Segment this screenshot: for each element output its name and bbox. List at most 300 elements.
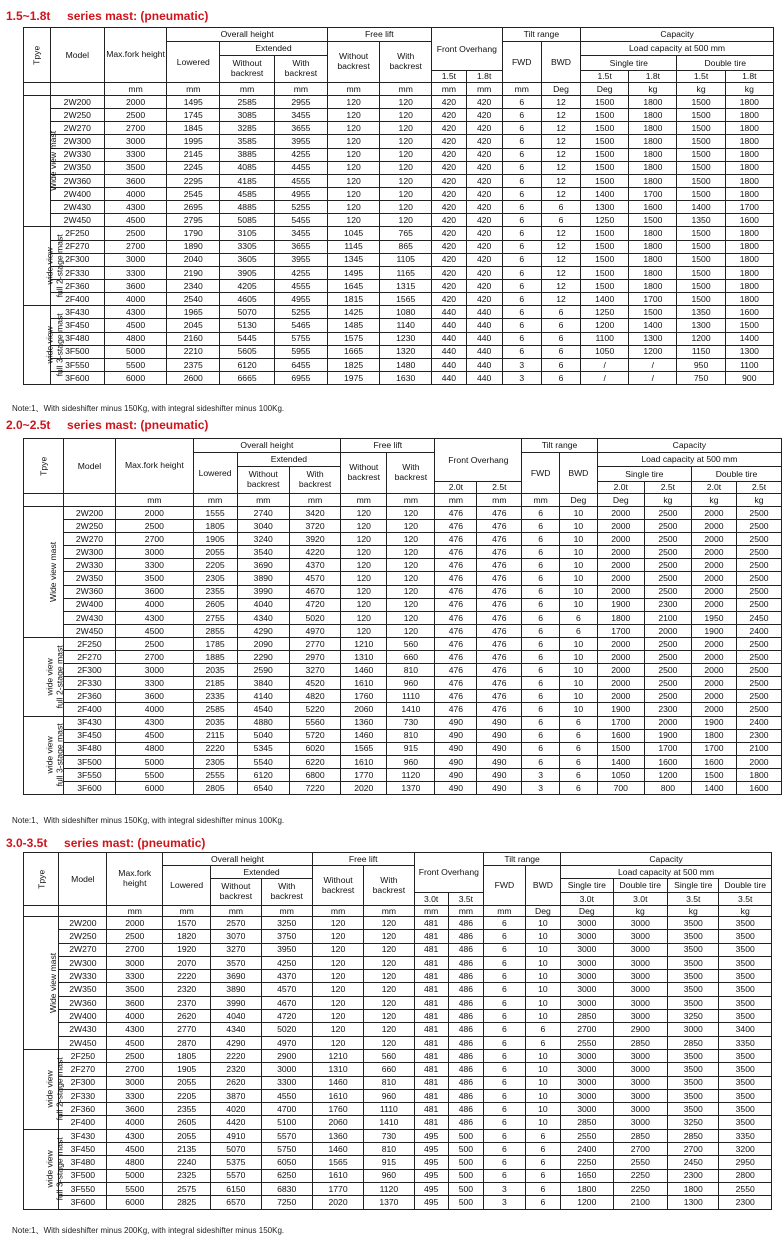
value-cell: 2300	[644, 598, 691, 611]
value-cell: 1570	[163, 917, 211, 930]
tire-type-header: Single tire	[561, 879, 613, 893]
value-cell: 3500	[668, 983, 719, 996]
mast-type-label: wide view full 3-stage mast	[44, 313, 65, 377]
value-cell: 1800	[725, 279, 773, 292]
value-cell: 1700	[597, 716, 644, 729]
value-cell: 1050	[597, 768, 644, 781]
value-cell: 2970	[289, 651, 340, 664]
value-cell: 3600	[104, 279, 167, 292]
value-cell: 2300	[736, 729, 781, 742]
value-cell: 6	[522, 664, 560, 677]
value-cell: 700	[597, 781, 644, 794]
value-cell: 1800	[725, 174, 773, 187]
mast-type-cell	[24, 227, 65, 306]
value-cell: 1460	[341, 664, 387, 677]
value-cell: 3600	[116, 585, 193, 598]
value-cell: 120	[387, 507, 435, 520]
value-cell: 5540	[237, 755, 289, 768]
type-header-text: Tpye	[35, 869, 46, 889]
spec-table	[23, 852, 772, 1210]
value-cell: 2000	[691, 664, 736, 677]
value-cell: 1700	[644, 742, 691, 755]
unit-cell: mm	[466, 83, 502, 96]
model-cell: 3F450	[50, 319, 104, 332]
value-cell: 486	[448, 996, 483, 1009]
value-cell: 10	[560, 651, 598, 664]
table-row	[24, 122, 774, 135]
value-cell: 440	[466, 332, 502, 345]
value-cell: 5570	[261, 1129, 312, 1142]
model-header: Model	[59, 853, 107, 906]
value-cell: 6	[522, 598, 560, 611]
table-row	[24, 716, 782, 729]
value-cell: 2500	[116, 520, 193, 533]
value-cell: 1410	[364, 1116, 414, 1129]
capacity-header: Capacity	[597, 439, 781, 453]
value-cell: 4300	[104, 201, 167, 214]
value-cell: 2620	[211, 1076, 261, 1089]
value-cell: 2000	[691, 637, 736, 650]
unit-cell: mm	[448, 906, 483, 917]
value-cell: 6	[484, 1169, 526, 1182]
table-row	[24, 729, 782, 742]
model-cell: 2F250	[59, 1049, 107, 1062]
value-cell: 120	[312, 996, 363, 1009]
value-cell: 1460	[312, 1076, 363, 1089]
value-cell: 2375	[167, 358, 220, 371]
table-row	[24, 637, 782, 650]
model-cell: 2F330	[50, 266, 104, 279]
lowered-header: Lowered	[167, 42, 220, 83]
table-row	[24, 742, 782, 755]
capacity-load-header: 1.8t	[629, 71, 677, 83]
value-cell: 1800	[725, 135, 773, 148]
value-cell: 5000	[116, 755, 193, 768]
value-cell: 6	[502, 345, 541, 358]
value-cell: 1080	[380, 306, 432, 319]
section-title: 1.5~1.8t series mast: (pneumatic)	[6, 9, 209, 23]
value-cell: 2585	[193, 703, 237, 716]
bwd-header: BWD	[525, 866, 560, 906]
value-cell: 1105	[380, 253, 432, 266]
value-cell: 1310	[341, 651, 387, 664]
value-cell: 1400	[581, 187, 629, 200]
value-cell: 3300	[116, 559, 193, 572]
value-cell: 2000	[597, 520, 644, 533]
value-cell: 1700	[725, 201, 773, 214]
value-cell: 1800	[725, 187, 773, 200]
value-cell: 1600	[725, 214, 773, 227]
value-cell: 1500	[581, 148, 629, 161]
value-cell: 6	[484, 1116, 526, 1129]
value-cell: 2500	[736, 690, 781, 703]
value-cell: 2770	[163, 1023, 211, 1036]
value-cell: 481	[414, 983, 448, 996]
value-cell: 476	[435, 572, 477, 585]
model-cell: 2W350	[50, 161, 104, 174]
value-cell: 120	[387, 520, 435, 533]
value-cell: 1805	[193, 520, 237, 533]
value-cell: 1300	[668, 1196, 719, 1209]
value-cell: 5345	[237, 742, 289, 755]
value-cell: 1700	[629, 293, 677, 306]
max-fork-height-header: Max.fork height	[116, 439, 193, 494]
value-cell: 3500	[719, 983, 772, 996]
value-cell: 481	[414, 1089, 448, 1102]
value-cell: 6	[522, 690, 560, 703]
unit-cell: kg	[691, 494, 736, 507]
value-cell: 1800	[725, 148, 773, 161]
mast-type-cell	[24, 1129, 65, 1209]
value-cell: 2540	[167, 293, 220, 306]
value-cell: 1500	[581, 227, 629, 240]
value-cell: 5255	[275, 306, 328, 319]
value-cell: 10	[560, 533, 598, 546]
unit-cell-blank	[50, 83, 104, 96]
value-cell: 1800	[561, 1182, 613, 1195]
value-cell: 5375	[211, 1156, 261, 1169]
value-cell: 3600	[107, 1103, 163, 1116]
model-cell: 2W270	[63, 533, 115, 546]
value-cell: 481	[414, 1010, 448, 1023]
value-cell: 1500	[677, 161, 725, 174]
value-cell: 490	[477, 781, 522, 794]
value-cell: 960	[364, 1169, 414, 1182]
value-cell: 2500	[116, 637, 193, 650]
value-cell: 1800	[629, 174, 677, 187]
table-row	[24, 781, 782, 794]
unit-cell: mm	[327, 83, 380, 96]
table-row	[24, 930, 772, 943]
table-row	[24, 970, 772, 983]
value-cell: 3000	[561, 1076, 613, 1089]
value-cell: 120	[341, 559, 387, 572]
table-row	[24, 755, 782, 768]
value-cell: 6955	[275, 371, 328, 384]
value-cell: 6	[484, 1156, 526, 1169]
value-cell: 120	[380, 214, 432, 227]
value-cell: 500	[448, 1182, 483, 1195]
value-cell: 1500	[581, 161, 629, 174]
value-cell: 490	[477, 755, 522, 768]
value-cell: 120	[327, 96, 380, 109]
value-cell: 486	[448, 917, 483, 930]
value-cell: 6	[484, 1076, 526, 1089]
value-cell: 5605	[220, 345, 275, 358]
max-fork-height-header: Max.fork height	[107, 853, 163, 906]
unit-cell: Deg	[561, 906, 613, 917]
value-cell: 2070	[163, 956, 211, 969]
value-cell: 120	[387, 572, 435, 585]
model-cell: 3F450	[63, 729, 115, 742]
value-cell: 2500	[736, 546, 781, 559]
value-cell: 2090	[237, 637, 289, 650]
value-cell: 420	[432, 109, 467, 122]
value-cell: 420	[432, 279, 467, 292]
value-cell: 6	[541, 332, 580, 345]
value-cell: 10	[525, 943, 560, 956]
value-cell: 6	[525, 1196, 560, 1209]
model-cell: 2W200	[63, 507, 115, 520]
value-cell: 6050	[261, 1156, 312, 1169]
value-cell: 476	[435, 598, 477, 611]
value-cell: 6150	[211, 1182, 261, 1195]
value-cell: 3000	[561, 930, 613, 943]
value-cell: 2020	[341, 781, 387, 794]
load-capacity-header: Load capacity at 500 mm	[581, 42, 774, 56]
extended-header: Extended	[211, 866, 313, 879]
value-cell: 1310	[312, 1063, 363, 1076]
value-cell: 476	[477, 690, 522, 703]
value-cell: 120	[341, 598, 387, 611]
value-cell: 4500	[107, 1143, 163, 1156]
type-header	[24, 439, 64, 494]
mast-type-cell	[24, 637, 64, 716]
overall-height-header: Overall height	[193, 439, 341, 453]
value-cell: 4000	[116, 703, 193, 716]
value-cell: 4140	[237, 690, 289, 703]
value-cell: 3085	[220, 109, 275, 122]
value-cell: 2040	[167, 253, 220, 266]
value-cell: 6	[502, 293, 541, 306]
value-cell: 120	[364, 956, 414, 969]
value-cell: 3500	[719, 970, 772, 983]
value-cell: 10	[525, 983, 560, 996]
value-cell: 1815	[327, 293, 380, 306]
value-cell: 2240	[163, 1156, 211, 1169]
value-cell: 486	[448, 983, 483, 996]
free-lift-with-backrest-header: With backrest	[380, 42, 432, 83]
value-cell: 476	[435, 624, 477, 637]
value-cell: 476	[435, 690, 477, 703]
value-cell: 6	[541, 306, 580, 319]
value-cell: 2500	[644, 651, 691, 664]
unit-cell: mm	[289, 494, 340, 507]
value-cell: 486	[448, 1023, 483, 1036]
value-cell: 3500	[719, 930, 772, 943]
value-cell: 6	[522, 507, 560, 520]
value-cell: 2205	[163, 1089, 211, 1102]
value-cell: 6	[560, 716, 598, 729]
value-cell: 2570	[211, 917, 261, 930]
value-cell: 1500	[677, 135, 725, 148]
value-cell: 476	[477, 611, 522, 624]
value-cell: 1210	[312, 1049, 363, 1062]
value-cell: 481	[414, 1023, 448, 1036]
model-cell: 3F600	[50, 371, 104, 384]
value-cell: 1360	[341, 716, 387, 729]
value-cell: 2500	[736, 520, 781, 533]
value-cell: 2190	[167, 266, 220, 279]
value-cell: 3420	[289, 507, 340, 520]
table-row	[24, 690, 782, 703]
value-cell: 420	[466, 227, 502, 240]
value-cell: 2250	[613, 1169, 668, 1182]
value-cell: 420	[466, 187, 502, 200]
value-cell: 2000	[691, 690, 736, 703]
value-cell: 1300	[629, 332, 677, 345]
value-cell: 420	[432, 122, 467, 135]
model-cell: 2W300	[59, 956, 107, 969]
section-title: 3.0-3.5t series mast: (pneumatic)	[6, 836, 206, 850]
value-cell: 3200	[719, 1143, 772, 1156]
table-row	[24, 703, 782, 716]
mast-type-label: wide view full 3-stage mast	[44, 723, 65, 787]
value-cell: 1500	[581, 109, 629, 122]
value-cell: 1110	[387, 690, 435, 703]
value-cell: 120	[387, 546, 435, 559]
value-cell: 1500	[677, 240, 725, 253]
table-row	[24, 148, 774, 161]
value-cell: 1565	[380, 293, 432, 306]
value-cell: 120	[380, 96, 432, 109]
value-cell: 12	[541, 148, 580, 161]
overhang-load-header: 1.5t	[432, 71, 467, 83]
value-cell: 120	[341, 507, 387, 520]
value-cell: 2055	[193, 546, 237, 559]
value-cell: 2245	[167, 161, 220, 174]
value-cell: 4300	[116, 716, 193, 729]
unit-cell: mm	[432, 83, 467, 96]
model-cell: 3F430	[50, 306, 104, 319]
value-cell: 10	[560, 546, 598, 559]
value-cell: 3500	[104, 161, 167, 174]
tire-type-header: Single tire	[668, 879, 719, 893]
extended-with-backrest-header: With backrest	[261, 879, 312, 906]
value-cell: 4455	[275, 161, 328, 174]
value-cell: 6	[502, 227, 541, 240]
value-cell: 1920	[163, 943, 211, 956]
value-cell: 1805	[163, 1049, 211, 1062]
value-cell: 5465	[275, 319, 328, 332]
value-cell: 10	[560, 637, 598, 650]
single-tire-header: Single tire	[581, 56, 677, 71]
value-cell: 5220	[289, 703, 340, 716]
type-header-text: Tpye	[31, 45, 42, 65]
value-cell: 120	[387, 598, 435, 611]
value-cell: 2500	[644, 585, 691, 598]
free-lift-without-backrest-header: Without backrest	[312, 866, 363, 906]
value-cell: 420	[466, 96, 502, 109]
header-row	[24, 83, 774, 96]
value-cell: 765	[380, 227, 432, 240]
value-cell: 490	[477, 716, 522, 729]
unit-cell: mm	[167, 83, 220, 96]
value-cell: 6	[484, 1089, 526, 1102]
value-cell: 1500	[725, 319, 773, 332]
model-cell: 2F360	[63, 690, 115, 703]
value-cell: 6	[522, 716, 560, 729]
value-cell: 3270	[211, 943, 261, 956]
value-cell: 10	[525, 1049, 560, 1062]
value-cell: 2605	[193, 598, 237, 611]
model-cell: 2W330	[50, 148, 104, 161]
unit-cell: mm	[220, 83, 275, 96]
value-cell: 2500	[107, 1049, 163, 1062]
value-cell: 2000	[691, 520, 736, 533]
value-cell: 2955	[275, 96, 328, 109]
value-cell: 4500	[116, 624, 193, 637]
value-cell: 2400	[736, 716, 781, 729]
value-cell: 2700	[107, 943, 163, 956]
value-cell: 3000	[561, 970, 613, 983]
value-cell: 1230	[380, 332, 432, 345]
value-cell: 440	[432, 306, 467, 319]
extended-without-backrest-header: Without backrest	[220, 56, 275, 83]
value-cell: /	[581, 358, 629, 371]
value-cell: 476	[477, 520, 522, 533]
value-cell: 486	[448, 1089, 483, 1102]
value-cell: 1500	[677, 293, 725, 306]
value-cell: 1410	[387, 703, 435, 716]
value-cell: 3500	[719, 1063, 772, 1076]
value-cell: 2500	[736, 598, 781, 611]
value-cell: 4000	[107, 1010, 163, 1023]
value-cell: 2500	[736, 559, 781, 572]
value-cell: 1800	[597, 611, 644, 624]
table-row	[24, 358, 774, 371]
value-cell: 6	[484, 983, 526, 996]
value-cell: 420	[432, 174, 467, 187]
value-cell: 1995	[167, 135, 220, 148]
model-cell: 2W400	[50, 187, 104, 200]
value-cell: 1460	[341, 729, 387, 742]
value-cell: 6	[560, 624, 598, 637]
value-cell: 4000	[116, 598, 193, 611]
value-cell: 2805	[193, 781, 237, 794]
value-cell: 1210	[341, 637, 387, 650]
value-cell: 1600	[644, 755, 691, 768]
value-cell: 4520	[289, 677, 340, 690]
value-cell: 5455	[275, 214, 328, 227]
value-cell: 2115	[193, 729, 237, 742]
unit-cell: kg	[613, 906, 668, 917]
table-row	[24, 1076, 772, 1089]
value-cell: 420	[432, 293, 467, 306]
value-cell: 1800	[629, 266, 677, 279]
value-cell: 500	[448, 1143, 483, 1156]
unit-cell: kg	[629, 83, 677, 96]
value-cell: 1800	[725, 227, 773, 240]
unit-cell: mm	[387, 494, 435, 507]
value-cell: 1500	[677, 148, 725, 161]
value-cell: 6	[502, 187, 541, 200]
value-cell: 3300	[116, 677, 193, 690]
value-cell: 120	[341, 533, 387, 546]
value-cell: 120	[312, 956, 363, 969]
value-cell: 6	[560, 611, 598, 624]
value-cell: 3000	[613, 943, 668, 956]
value-cell: 3605	[220, 253, 275, 266]
value-cell: 2145	[167, 148, 220, 161]
value-cell: 3000	[613, 1103, 668, 1116]
value-cell: 4205	[220, 279, 275, 292]
value-cell: 2400	[736, 624, 781, 637]
value-cell: 481	[414, 996, 448, 1009]
value-cell: 2000	[736, 755, 781, 768]
value-cell: 4720	[289, 598, 340, 611]
value-cell: 3300	[107, 970, 163, 983]
value-cell: 2500	[736, 651, 781, 664]
value-cell: 6	[522, 651, 560, 664]
value-cell: 6	[541, 371, 580, 384]
value-cell: 10	[525, 1103, 560, 1116]
value-cell: 120	[380, 161, 432, 174]
value-cell: 4720	[261, 1010, 312, 1023]
value-cell: 120	[380, 135, 432, 148]
value-cell: 1800	[668, 1182, 719, 1195]
value-cell: 3105	[220, 227, 275, 240]
